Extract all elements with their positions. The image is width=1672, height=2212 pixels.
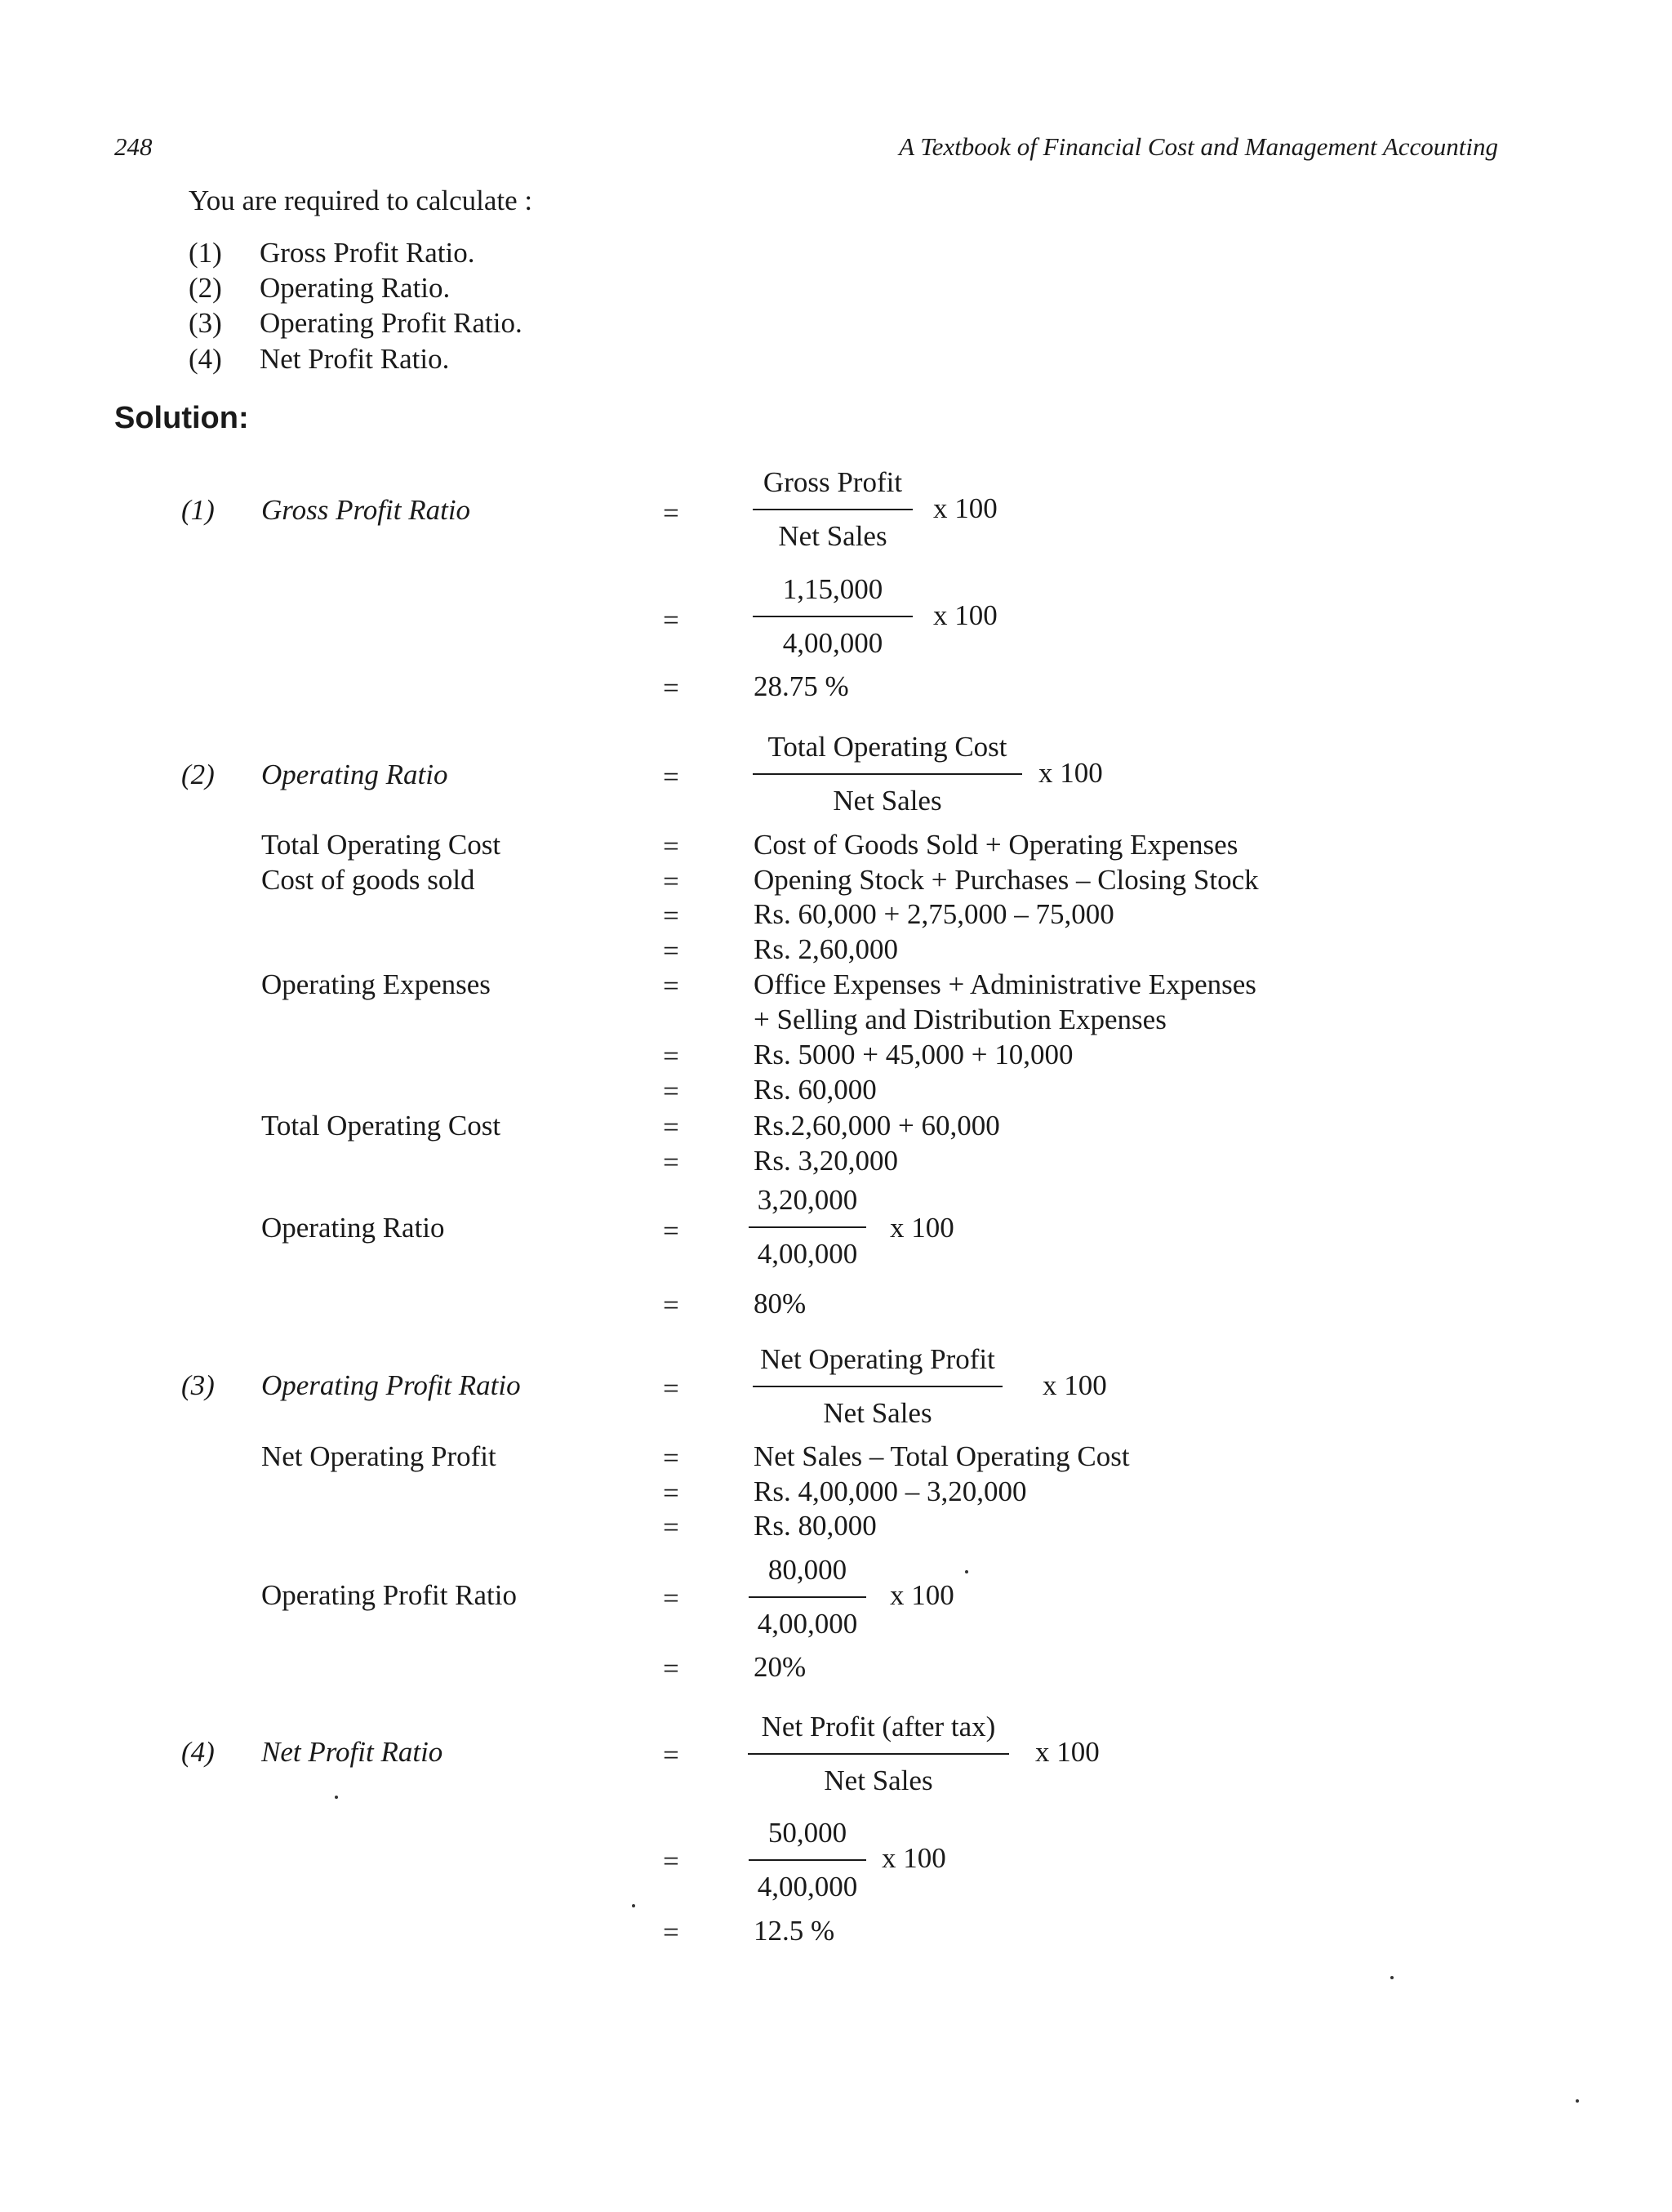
equals-sign: = bbox=[663, 1845, 679, 1877]
times-hundred: x 100 bbox=[1035, 1736, 1100, 1768]
result-value: 28.75 % bbox=[754, 670, 849, 702]
solution-heading: Solution: bbox=[114, 401, 249, 435]
equals-sign: = bbox=[663, 1215, 679, 1247]
row-value: Rs. 60,000 bbox=[754, 1074, 877, 1106]
row-value: Rs. 80,000 bbox=[754, 1510, 877, 1542]
denominator: Net Sales bbox=[833, 785, 942, 817]
equals-sign: = bbox=[663, 900, 679, 932]
row-label: Total Operating Cost bbox=[261, 1110, 501, 1142]
result-value: 12.5 % bbox=[754, 1915, 835, 1947]
row-value: Rs. 3,20,000 bbox=[754, 1145, 898, 1177]
row-value: Opening Stock + Purchases – Closing Stock bbox=[754, 864, 1259, 896]
fraction-bar bbox=[749, 1596, 866, 1598]
question-item-text: Operating Profit Ratio. bbox=[260, 307, 522, 339]
numerator: 3,20,000 bbox=[757, 1184, 858, 1216]
part-number: (4) bbox=[181, 1736, 215, 1768]
equals-sign: = bbox=[663, 1373, 679, 1404]
part-number: (2) bbox=[181, 759, 215, 790]
equals-sign: = bbox=[663, 1477, 679, 1509]
denominator: 4,00,000 bbox=[782, 627, 883, 659]
fraction-bar bbox=[748, 1753, 1009, 1755]
equals-sign: = bbox=[663, 604, 679, 636]
equals-sign: = bbox=[663, 1111, 679, 1143]
equals-sign: = bbox=[663, 1582, 679, 1614]
question-item-number: (2) bbox=[189, 272, 222, 304]
result-value: 20% bbox=[754, 1651, 807, 1683]
fraction-bar bbox=[749, 1859, 866, 1861]
equals-sign: = bbox=[663, 1653, 679, 1685]
question-item-text: Operating Ratio. bbox=[260, 272, 451, 304]
part-number: (1) bbox=[181, 494, 215, 526]
row-value: Net Sales – Total Operating Cost bbox=[754, 1440, 1130, 1472]
fraction bbox=[748, 1712, 1009, 1795]
numerator: 50,000 bbox=[767, 1817, 847, 1849]
row-label: Cost of goods sold bbox=[261, 864, 475, 896]
equals-sign: = bbox=[663, 761, 679, 793]
numerator: Total Operating Cost bbox=[767, 731, 1007, 763]
question-item-number: (3) bbox=[189, 307, 222, 339]
equals-sign: = bbox=[663, 1442, 679, 1474]
numerator: Net Profit (after tax) bbox=[761, 1711, 996, 1742]
fraction bbox=[753, 575, 913, 657]
times-hundred: x 100 bbox=[882, 1842, 946, 1874]
fraction bbox=[753, 732, 1022, 815]
scan-speck bbox=[632, 1904, 635, 1907]
row-value: Rs. 5000 + 45,000 + 10,000 bbox=[754, 1039, 1074, 1070]
fraction bbox=[749, 1186, 866, 1268]
scan-speck bbox=[335, 1796, 338, 1799]
numerator: Gross Profit bbox=[763, 466, 903, 498]
equals-sign: = bbox=[663, 935, 679, 967]
times-hundred: x 100 bbox=[890, 1579, 954, 1611]
times-hundred: x 100 bbox=[1038, 757, 1103, 789]
row-value: Rs.2,60,000 + 60,000 bbox=[754, 1110, 1000, 1142]
fraction bbox=[753, 468, 913, 550]
denominator: Net Sales bbox=[824, 1765, 933, 1796]
part-number: (3) bbox=[181, 1369, 215, 1401]
question-item-number: (4) bbox=[189, 343, 222, 375]
row-label: Net Operating Profit bbox=[261, 1440, 496, 1472]
question-intro: You are required to calculate : bbox=[189, 185, 533, 216]
numerator: 80,000 bbox=[767, 1554, 847, 1586]
equals-sign: = bbox=[663, 672, 679, 704]
scan-speck bbox=[1576, 2099, 1579, 2103]
scan-speck bbox=[1390, 1976, 1394, 1979]
row-label: Operating Ratio bbox=[261, 1212, 445, 1244]
fraction-bar bbox=[749, 1226, 866, 1228]
denominator: Net Sales bbox=[823, 1397, 932, 1429]
denominator: Net Sales bbox=[778, 520, 887, 552]
times-hundred: x 100 bbox=[933, 492, 998, 524]
part-title: Operating Profit Ratio bbox=[261, 1369, 521, 1401]
denominator: 4,00,000 bbox=[757, 1238, 858, 1270]
fraction-bar bbox=[753, 509, 913, 510]
fraction-bar bbox=[753, 1386, 1003, 1387]
row-label: Operating Profit Ratio bbox=[261, 1579, 518, 1611]
denominator: 4,00,000 bbox=[757, 1871, 858, 1903]
question-item-number: (1) bbox=[189, 237, 222, 269]
equals-sign: = bbox=[663, 830, 679, 862]
equals-sign: = bbox=[663, 1739, 679, 1771]
scan-speck bbox=[965, 1570, 968, 1573]
fraction-bar bbox=[753, 616, 913, 617]
question-item-text: Net Profit Ratio. bbox=[260, 343, 450, 375]
row-value: Office Expenses + Administrative Expenses bbox=[754, 968, 1256, 1000]
equals-sign: = bbox=[663, 1511, 679, 1543]
times-hundred: x 100 bbox=[1043, 1369, 1107, 1401]
equals-sign: = bbox=[663, 1075, 679, 1107]
times-hundred: x 100 bbox=[933, 599, 998, 631]
equals-sign: = bbox=[663, 1040, 679, 1072]
row-value: Cost of Goods Sold + Operating Expenses bbox=[754, 829, 1238, 861]
row-value: + Selling and Distribution Expenses bbox=[754, 1004, 1167, 1035]
part-title: Operating Ratio bbox=[261, 759, 448, 790]
fraction bbox=[749, 1818, 866, 1901]
row-label: Operating Expenses bbox=[261, 968, 491, 1000]
equals-sign: = bbox=[663, 1916, 679, 1948]
row-value: Rs. 2,60,000 bbox=[754, 933, 898, 965]
page-number: 248 bbox=[114, 132, 153, 161]
row-value: Rs. 4,00,000 – 3,20,000 bbox=[754, 1475, 1027, 1507]
fraction-bar bbox=[753, 773, 1022, 775]
running-title: A Textbook of Financial Cost and Management Accounting bbox=[899, 132, 1498, 161]
part-title: Gross Profit Ratio bbox=[261, 494, 471, 526]
equals-sign: = bbox=[663, 970, 679, 1002]
result-value: 80% bbox=[754, 1288, 807, 1320]
equals-sign: = bbox=[663, 1146, 679, 1178]
numerator: Net Operating Profit bbox=[760, 1343, 995, 1375]
row-label: Total Operating Cost bbox=[261, 829, 501, 861]
row-value: Rs. 60,000 + 2,75,000 – 75,000 bbox=[754, 898, 1114, 930]
fraction bbox=[753, 1345, 1003, 1427]
denominator: 4,00,000 bbox=[757, 1608, 858, 1640]
equals-sign: = bbox=[663, 497, 679, 529]
equals-sign: = bbox=[663, 1289, 679, 1321]
numerator: 1,15,000 bbox=[782, 573, 883, 605]
part-title: Net Profit Ratio bbox=[261, 1736, 443, 1768]
equals-sign: = bbox=[663, 866, 679, 897]
question-item-text: Gross Profit Ratio. bbox=[260, 237, 475, 269]
fraction bbox=[749, 1556, 866, 1638]
times-hundred: x 100 bbox=[890, 1212, 954, 1244]
